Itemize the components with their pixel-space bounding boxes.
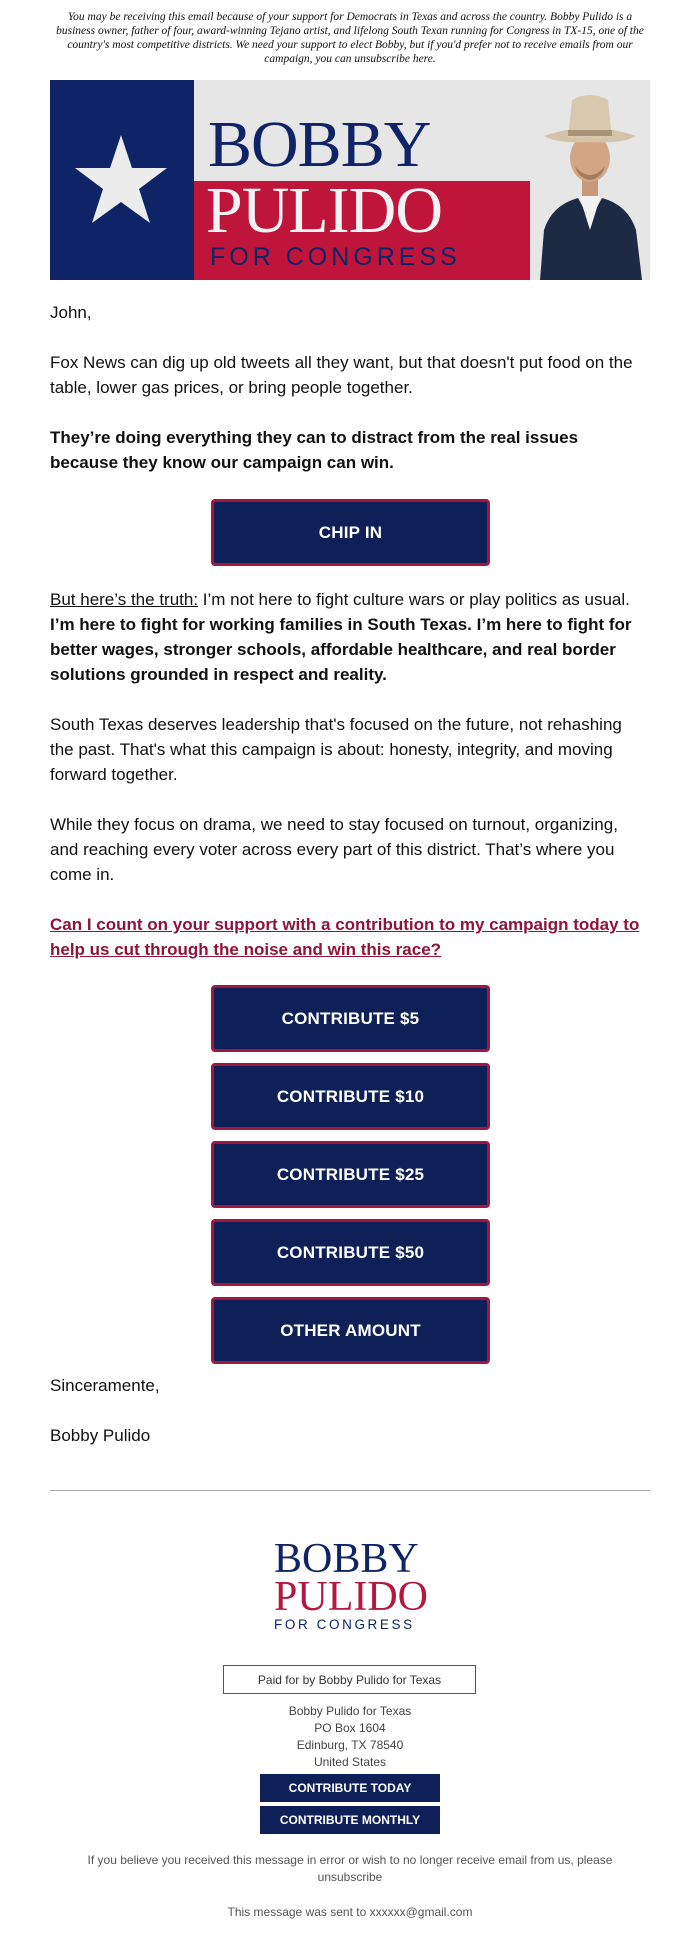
address-line: United States xyxy=(313,1755,387,1769)
greeting: John, xyxy=(50,303,92,322)
paragraph-4: South Texas deserves leadership that's focused on the future, not rehashing the past. That's what this campaign is about: honesty, integrity, and moving forward together. xyxy=(50,715,622,784)
contribute-25-button[interactable]: CONTRIBUTE $25 xyxy=(211,1141,490,1208)
contribute-10-button[interactable]: CONTRIBUTE $10 xyxy=(211,1063,490,1130)
paragraph-2: They’re doing everything they can to distract from the real issues because they know our campaign can win. xyxy=(50,428,579,472)
other-amount-button[interactable]: OTHER AMOUNT xyxy=(211,1297,490,1364)
contribute-5-button[interactable]: CONTRIBUTE $5 xyxy=(211,985,490,1052)
contribute-50-button[interactable]: CONTRIBUTE $50 xyxy=(211,1219,490,1286)
address-line: Bobby Pulido for Texas xyxy=(288,1704,412,1718)
paragraph-3 xyxy=(50,587,650,687)
paid-for-box: Paid for by Bobby Pulido for Texas xyxy=(223,1665,476,1694)
signature: Bobby Pulido xyxy=(50,1426,151,1445)
texas-star-icon xyxy=(70,130,172,230)
footer-logo xyxy=(274,1536,434,1633)
banner-name-line1: BOBBY xyxy=(208,108,431,181)
campaign-banner xyxy=(50,80,650,280)
footer-logo-line2: PULIDO xyxy=(274,1574,428,1620)
truth-lead: But here’s the truth: xyxy=(50,590,199,609)
sign-off: Sinceramente, xyxy=(50,1376,160,1395)
truth-plain: I’m not here to fight culture wars or play politics as usual. xyxy=(198,590,630,609)
banner-name-line2: PULIDO xyxy=(206,174,442,247)
truth-bold: I’m here to fight for working families in South Texas. I’m here to fight for better wages, stronger schools, affordable healthcare, and real border solutions grounded in respect and reality. xyxy=(50,615,632,684)
paragraph-5: While they focus on drama, we need to stay focused on turnout, organizing, and reaching every voter across every part of this district. That’s where you come in. xyxy=(50,815,618,884)
paragraph-1: Fox News can dig up old tweets all they want, but that doesn't put food on the table, lower gas prices, or bring people together. xyxy=(50,353,633,397)
address-line: PO Box 1604 xyxy=(314,1721,386,1735)
email-disclaimer: You may be receiving this email because of your support for Democrats in Texas and across the country. Bobby Pulido is a business owner, father of four, award-winning Tejano artist, and lifelong South Texan running for Congress in TX-15, one of the country's most competitive districts. We need your support to elect Bobby, but if you'd prefer not to receive emails from our campaign, you can unsubscribe here. xyxy=(56,11,644,65)
recipient-notice: This message was sent to xxxxxx@gmail.com xyxy=(227,1905,473,1919)
footer-logo-line3: FOR CONGRESS xyxy=(274,1617,415,1632)
banner-tagline: FOR CONGRESS xyxy=(210,243,461,271)
candidate-portrait xyxy=(530,80,650,280)
address-line: Edinburg, TX 78540 xyxy=(296,1738,404,1752)
mailing-address xyxy=(200,1703,500,1771)
unsubscribe-notice[interactable]: If you believe you received this message in error or wish to no longer receive email from us, please unsubscribe xyxy=(87,1853,613,1884)
donation-ask-link[interactable]: Can I count on your support with a contribution to my campaign today to help us cut through the noise and win this race? xyxy=(50,915,640,959)
contribute-today-button[interactable]: CONTRIBUTE TODAY xyxy=(260,1774,440,1802)
footer-divider xyxy=(50,1490,650,1491)
footer-logo-line1: BOBBY xyxy=(274,1536,419,1582)
chip-in-button[interactable]: CHIP IN xyxy=(211,499,490,566)
contribute-monthly-button[interactable]: CONTRIBUTE MONTHLY xyxy=(260,1806,440,1834)
